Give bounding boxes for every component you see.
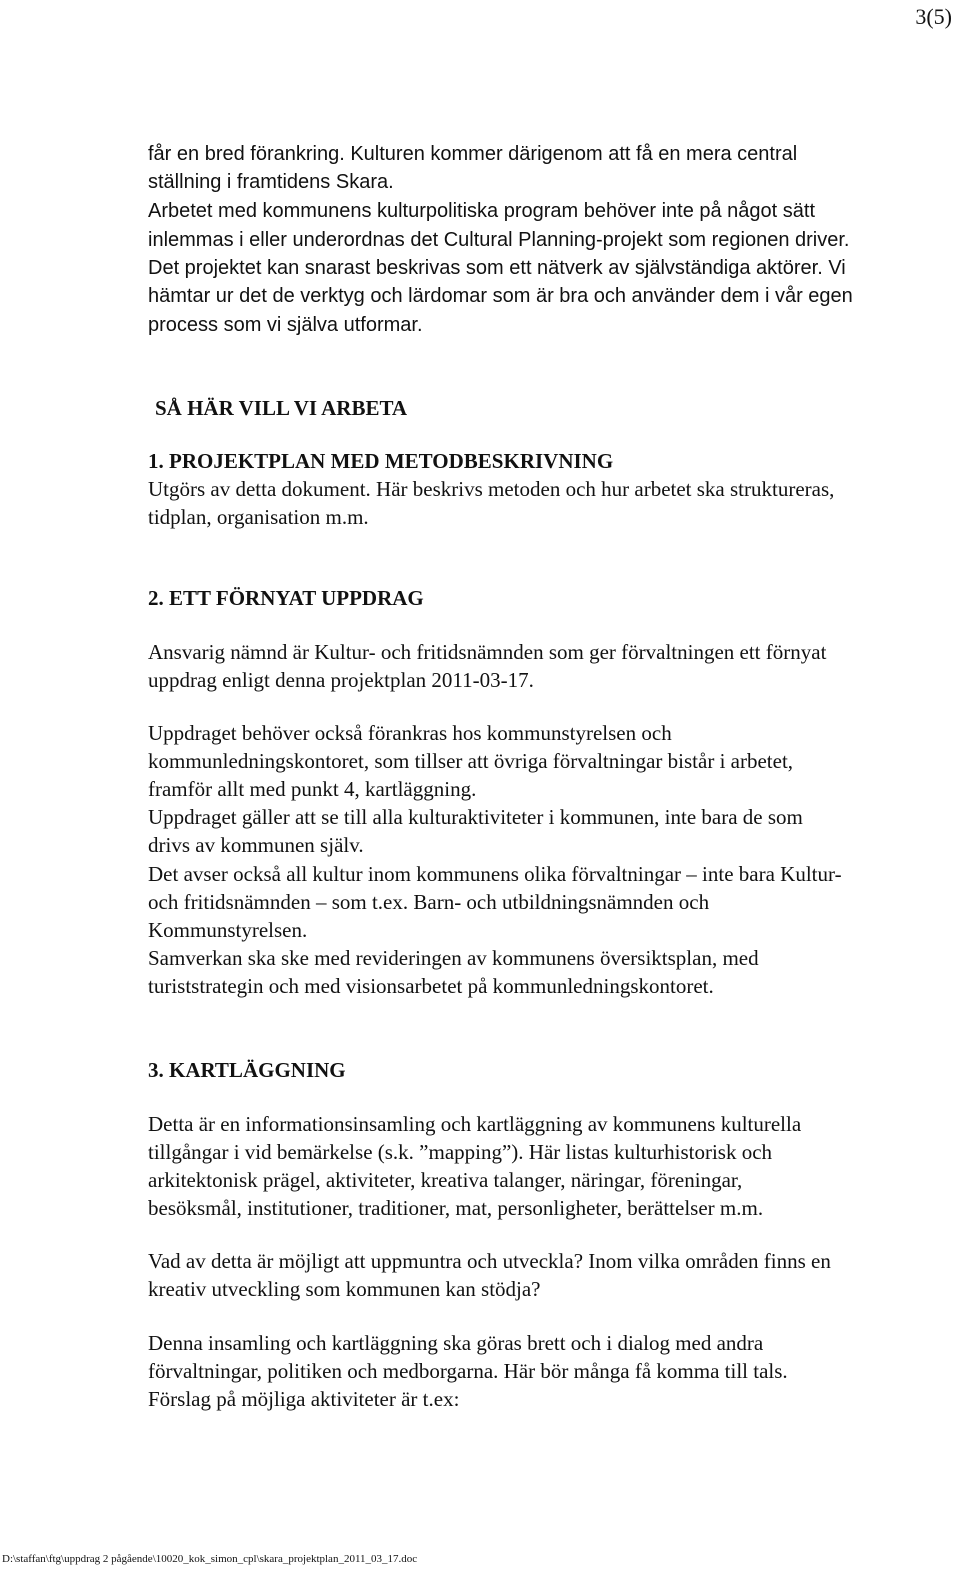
- section-2-heading: 2. ETT FÖRNYAT UPPDRAG: [148, 586, 424, 610]
- intro-line: Arbetet med kommunens kulturpolitiska program behöver inte på något sätt: [148, 200, 816, 222]
- section-2-para2-line: Samverkan ska ske med revideringen av kommunens översiktsplan, med: [148, 946, 759, 970]
- intro-line: ställning i framtidens Skara.: [148, 171, 394, 193]
- intro-line: inlemmas i eller underordnas det Cultural Planning-projekt som regionen driver.: [148, 229, 850, 251]
- section-3-para1-line: Detta är en informationsinsamling och kartläggning av kommunens kulturella: [148, 1112, 802, 1136]
- intro-line: Det projektet kan snarast beskrivas som ett nätverk av självständiga aktörer. Vi: [148, 257, 846, 279]
- intro-line: får en bred förankring. Kulturen kommer därigenom att få en mera central: [148, 143, 798, 165]
- intro-line: process som vi själva utformar.: [148, 314, 423, 336]
- section-2-para1-line: uppdrag enligt denna projektplan 2011-03-17.: [148, 668, 534, 692]
- section-3-para1-line: tillgångar i vid bemärkelse (s.k. ”mapping”). Här listas kulturhistorisk och: [148, 1140, 773, 1164]
- intro-line: hämtar ur det de verktyg och lärdomar som är bra och använder dem i vår egen: [148, 285, 853, 307]
- section-2-para2-line: drivs av kommunen själv.: [148, 833, 364, 857]
- section-3-para1-line: besöksmål, institutioner, traditioner, mat, personligheter, berättelser m.m.: [148, 1196, 764, 1220]
- section-3-para2-line: kreativ utveckling som kommunen kan stödja?: [148, 1277, 541, 1301]
- section-2-para2-line: Kommunstyrelsen.: [148, 918, 308, 942]
- section-3-para3-line: Denna insamling och kartläggning ska göras brett och i dialog med andra: [148, 1331, 764, 1355]
- section-2-para2-line: kommunledningskontoret, som tillser att övriga förvaltningar bistår i arbetet,: [148, 749, 794, 773]
- section-2-para2-line: framför allt med punkt 4, kartläggning.: [148, 777, 477, 801]
- section-1-heading: 1. PROJEKTPLAN MED METODBESKRIVNING: [148, 449, 614, 473]
- section-1-line: Utgörs av detta dokument. Här beskrivs metoden och hur arbetet ska struktureras,: [148, 477, 835, 501]
- section-2-para2-line: och fritidsnämnden – som t.ex. Barn- och utbildningsnämnden och: [148, 890, 710, 914]
- section-2-para2-line: Uppdraget gäller att se till alla kulturaktiviteter i kommunen, inte bara de som: [148, 805, 803, 829]
- page-number: 3(5): [915, 4, 952, 29]
- footer-file-path: D:\staffan\ftg\uppdrag 2 pågående\10020_kok_simon_cpl\skara_projektplan_2011_03_17.doc: [2, 1553, 418, 1565]
- section-3-para2-line: Vad av detta är möjligt att uppmuntra och utveckla? Inom vilka områden finns en: [148, 1249, 831, 1273]
- section-1-line: tidplan, organisation m.m.: [148, 505, 369, 529]
- section-3-para1-line: arkitektonisk prägel, aktiviteter, kreativa talanger, näringar, föreningar,: [148, 1168, 743, 1192]
- section-3-para3-line: Förslag på möjliga aktiviteter är t.ex:: [148, 1387, 460, 1411]
- section-2-para2-line: Det avser också all kultur inom kommunens olika förvaltningar – inte bara Kultur-: [148, 862, 842, 886]
- section-3-para3-line: förvaltningar, politiken och medborgarna. Här bör många få komma till tals.: [148, 1359, 788, 1383]
- section-2-para2-line: Uppdraget behöver också förankras hos kommunstyrelsen och: [148, 721, 672, 745]
- section-3-heading: 3. KARTLÄGGNING: [148, 1058, 346, 1082]
- main-heading: SÅ HÄR VILL VI ARBETA: [155, 396, 408, 420]
- section-2-para1-line: Ansvarig nämnd är Kultur- och fritidsnämnden som ger förvaltningen ett förnyat: [148, 640, 827, 664]
- section-2-para2-line: turiststrategin och med visionsarbetet på kommunledningskontoret.: [148, 974, 714, 998]
